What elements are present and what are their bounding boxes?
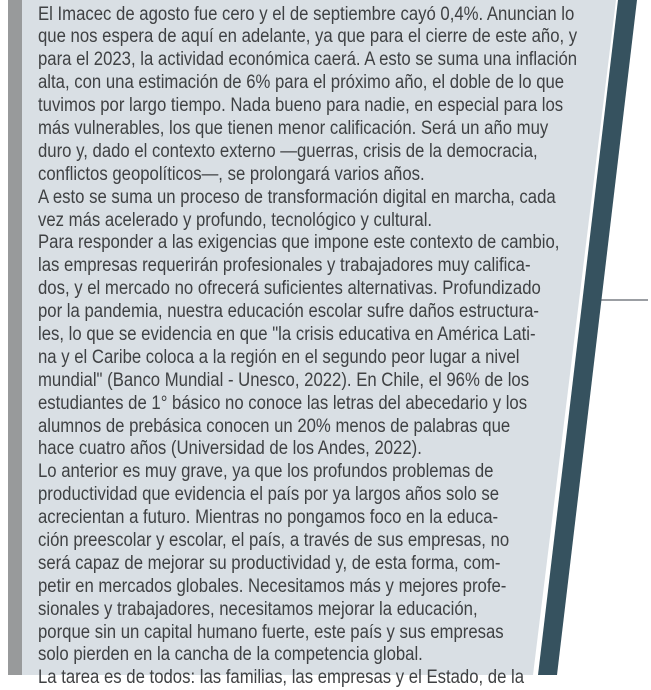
text-line: na y el Caribe coloca a la región en el segundo peor lugar a nivel — [38, 347, 638, 370]
text-line: dos, y el mercado no ofrecerá suficientes alternativas. Profundizado — [38, 278, 638, 301]
text-line: para el 2023, la actividad económica caerá. A esto se suma una inflación — [38, 49, 638, 72]
text-line: estudiantes de 1° básico no conoce las letras del abecedario y los — [38, 393, 638, 416]
text-line: A esto se suma un proceso de transformación digital en marcha, cada — [38, 187, 638, 210]
text-line: solo pierden en la cancha de la competencia global. — [38, 644, 638, 667]
text-line: ción preescolar y escolar, el país, a través de sus empresas, no — [38, 530, 638, 553]
text-line: conflictos geopolíticos—, se prolongará varios años. — [38, 164, 638, 187]
text-line: alta, con una estimación de 6% para el próximo año, el doble de lo que — [38, 72, 638, 95]
text-line: sionales y trabajadores, necesitamos mejorar la educación, — [38, 599, 638, 622]
text-line: Para responder a las exigencias que impone este contexto de cambio, — [38, 232, 638, 255]
text-line: más vulnerables, los que tienen menor calificación. Será un año muy — [38, 118, 638, 141]
text-line: alumnos de prebásica conocen un 20% menos de palabras que — [38, 416, 638, 439]
text-line: les, lo que se evidencia en que "la crisis educativa en América Lati- — [38, 324, 638, 347]
text-line: vez más acelerado y profundo, tecnológico y cultural. — [38, 210, 638, 233]
article-text-column — [38, 4, 638, 690]
text-line: productividad que evidencia el país por ya largos años solo se — [38, 484, 638, 507]
text-line: mundial" (Banco Mundial - Unesco, 2022). En Chile, el 96% de los — [38, 370, 638, 393]
text-line: acrecientan a futuro. Mientras no pongamos foco en la educa- — [38, 507, 638, 530]
text-line: las empresas requerirán profesionales y trabajadores muy califica- — [38, 255, 638, 278]
text-line: hace cuatro años (Universidad de los Andes, 2022). — [38, 438, 638, 461]
text-line: porque sin un capital humano fuerte, este país y sus empresas — [38, 622, 638, 645]
text-line: será capaz de mejorar su productividad y, de esta forma, com- — [38, 553, 638, 576]
clipped-text-line: La tarea es de todos: las familias, las empresas y el Estado, de la — [38, 667, 638, 690]
text-line: que nos espera de aquí en adelante, ya que para el cierre de este año, y — [38, 26, 638, 49]
text-line: por la pandemia, nuestra educación escolar sufre daños estructura- — [38, 301, 638, 324]
text-line: petir en mercados globales. Necesitamos más y mejores profe- — [38, 576, 638, 599]
text-line: Lo anterior es muy grave, ya que los profundos problemas de — [38, 461, 638, 484]
text-line: El Imacec de agosto fue cero y el de septiembre cayó 0,4%. Anuncian lo — [38, 4, 638, 27]
text-line: tuvimos por largo tiempo. Nada bueno para nadie, en especial para los — [38, 95, 638, 118]
text-line: duro y, dado el contexto externo —guerras, crisis de la democracia, — [38, 141, 638, 164]
left-accent-bar — [8, 0, 22, 675]
